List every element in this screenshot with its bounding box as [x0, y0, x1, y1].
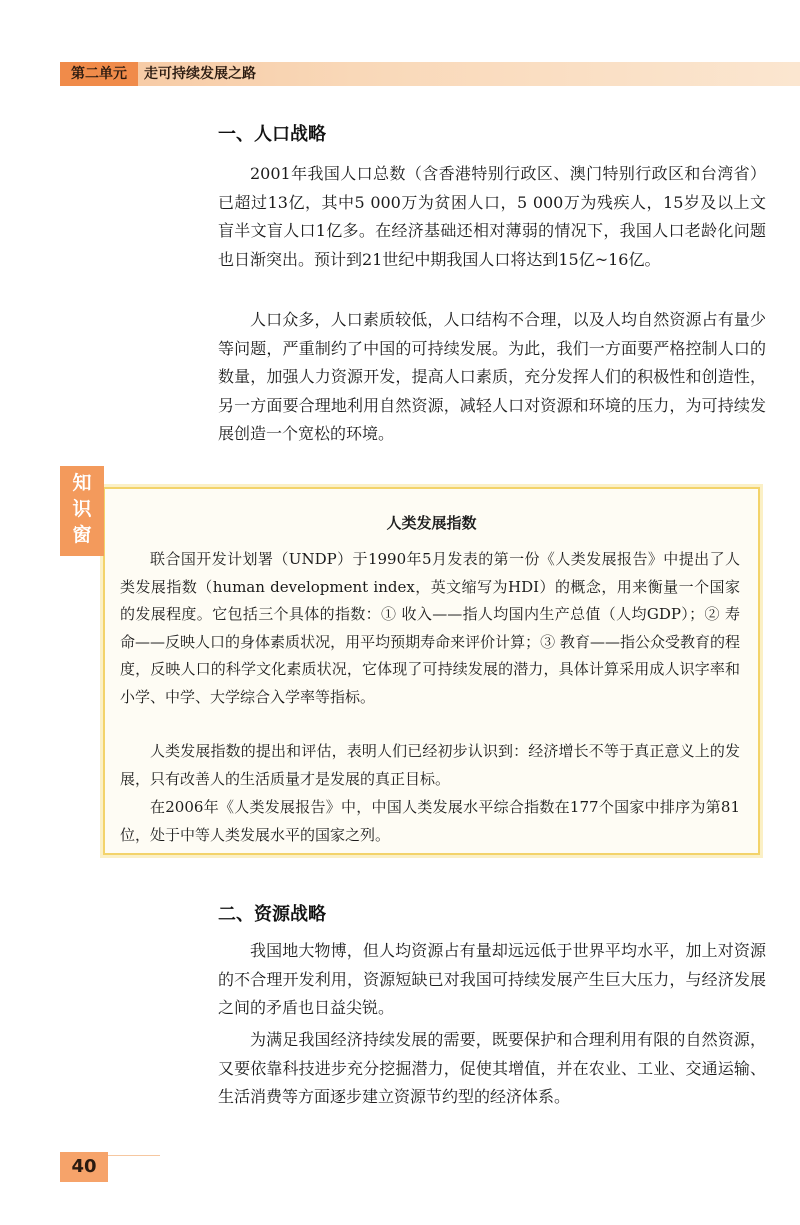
paragraph-population-1: 2001年我国人口总数（含香港特别行政区、澳门特别行政区和台湾省）已超过13亿，其中5 000万为贫困人口，5 000万为残疾人，15岁及以上文盲半文盲人口1亿多。在经济基础还相对薄弱的情况下，我国人口老龄化问题也日渐突出。预计到21世纪中期我国人口将达到15亿~16亿。: [218, 164, 766, 269]
knowledge-paragraph-2: 人类发展指数的提出和评估，表明人们已经初步认识到：经济增长不等于真正意义上的发展，只有改善人的生活质量才是发展的真正目标。: [120, 742, 740, 788]
knowledge-paragraph-3: 在2006年《人类发展报告》中，中国人类发展水平综合指数在177个国家中排序为第81位，处于中等人类发展水平的国家之列。: [120, 798, 740, 844]
section-heading-population: 一、人口战略: [218, 124, 326, 145]
paragraph-resources-1: 我国地大物博，但人均资源占有量却远远低于世界平均水平，加上对资源的不合理开发利用，资源短缺已对我国可持续发展产生巨大压力，与经济发展之间的矛盾也日益尖锐。: [218, 941, 766, 1017]
section-heading-resources: 二、资源战略: [218, 904, 326, 925]
tab-char: 知: [72, 472, 92, 494]
unit-label: 第二单元: [60, 62, 138, 86]
knowledge-paragraph-1: 联合国开发计划署（UNDP）于1990年5月发表的第一份《人类发展报告》中提出了人类发展指数（human development index，英文缩写为HDI）的概念，用来衡量一个国家的发展程度。它包括三个具体的指数：① 收入——指人均国内生产总值（人均GDP）；② 寿命——反映人口的身体素质状况，用平均预期寿命来评价计算；③ 教育——指公众受教育的程度，反映人口的科学文化素质状况，它体现了可持续发展的潜力，具体计算采用成人识字率和小学、中学、大学综合入学率等指标。: [120, 550, 740, 706]
knowledge-window-tab: [60, 466, 104, 556]
tab-char: 识: [72, 498, 92, 520]
unit-title: 走可持续发展之路: [144, 66, 256, 82]
page-number: 40: [60, 1152, 108, 1182]
knowledge-box-title: 人类发展指数: [386, 514, 477, 532]
footer-divider: [108, 1155, 160, 1156]
paragraph-population-2: 人口众多，人口素质较低，人口结构不合理，以及人均自然资源占有量少等问题，严重制约了中国的可持续发展。为此，我们一方面要严格控制人口的数量，加强人力资源开发，提高人口素质，充分发挥人们的积极性和创造性，另一方面要合理地利用自然资源，减轻人口对资源和环境的压力，为可持续发展创造一个宽松的环境。: [218, 310, 766, 443]
tab-char: 窗: [72, 524, 92, 546]
paragraph-resources-2: 为满足我国经济持续发展的需要，既要保护和合理利用有限的自然资源，又要依靠科技进步充分挖掘潜力，促使其增值，并在农业、工业、交通运输、生活消费等方面逐步建立资源节约型的经济体系。: [218, 1030, 766, 1106]
